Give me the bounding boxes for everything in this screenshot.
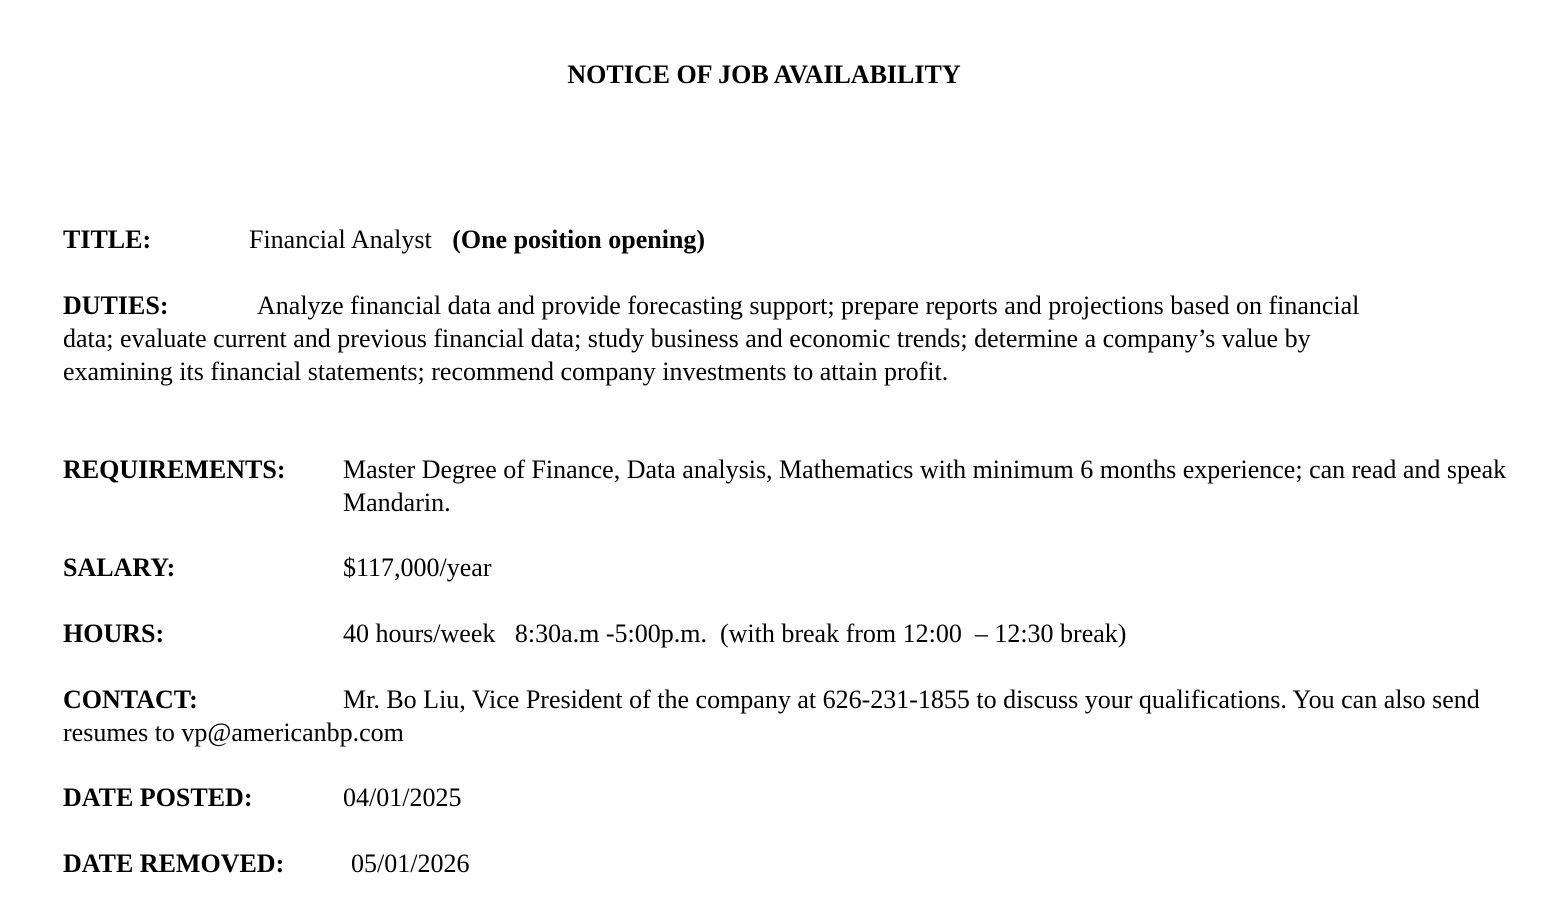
title-note: (One position opening) [452, 225, 706, 254]
title-label: TITLE: [63, 225, 152, 254]
date-removed-value: 05/01/2026 [351, 849, 470, 878]
salary-label: SALARY: [63, 553, 176, 582]
hours-value: 40 hours/week 8:30a.m -5:00p.m. (with break from 12:00 – 12:30 break) [343, 619, 1127, 648]
document-heading: NOTICE OF JOB AVAILABILITY [567, 60, 961, 89]
title-row [63, 223, 1513, 256]
date-posted-label: DATE POSTED: [63, 783, 253, 812]
contact-value: Mr. Bo Liu, Vice President of the company at 626-231-1855 to discuss your qualifications. You can also send resumes to vp@americanbp.com [63, 685, 1480, 747]
duties-label: DUTIES: [63, 291, 169, 320]
contact-label: CONTACT: [63, 685, 198, 714]
requirements-label: REQUIREMENTS: [63, 455, 286, 484]
date-posted-row [63, 781, 1513, 814]
hours-label: HOURS: [63, 619, 165, 648]
contact-row [63, 683, 1513, 749]
requirements-value: Master Degree of Finance, Data analysis, Mathematics with minimum 6 months experience; can read and speak Mandarin. [343, 455, 1507, 517]
hours-row [63, 617, 1513, 650]
duties-row [63, 289, 1363, 388]
salary-value: $117,000/year [343, 553, 492, 582]
duties-value: Analyze financial data and provide forecasting support; prepare reports and projections based on financial data; evaluate current and previous financial data; study business and economic trends; determine a company’s value by examining its financial statements; recommend company investments to attain profit. [63, 291, 1360, 386]
salary-row [63, 551, 1513, 584]
date-removed-row [63, 847, 1513, 880]
date-removed-label: DATE REMOVED: [63, 849, 285, 878]
title-value: Financial Analyst [249, 225, 432, 254]
requirements-row [63, 453, 1513, 519]
date-posted-value: 04/01/2025 [343, 783, 462, 812]
